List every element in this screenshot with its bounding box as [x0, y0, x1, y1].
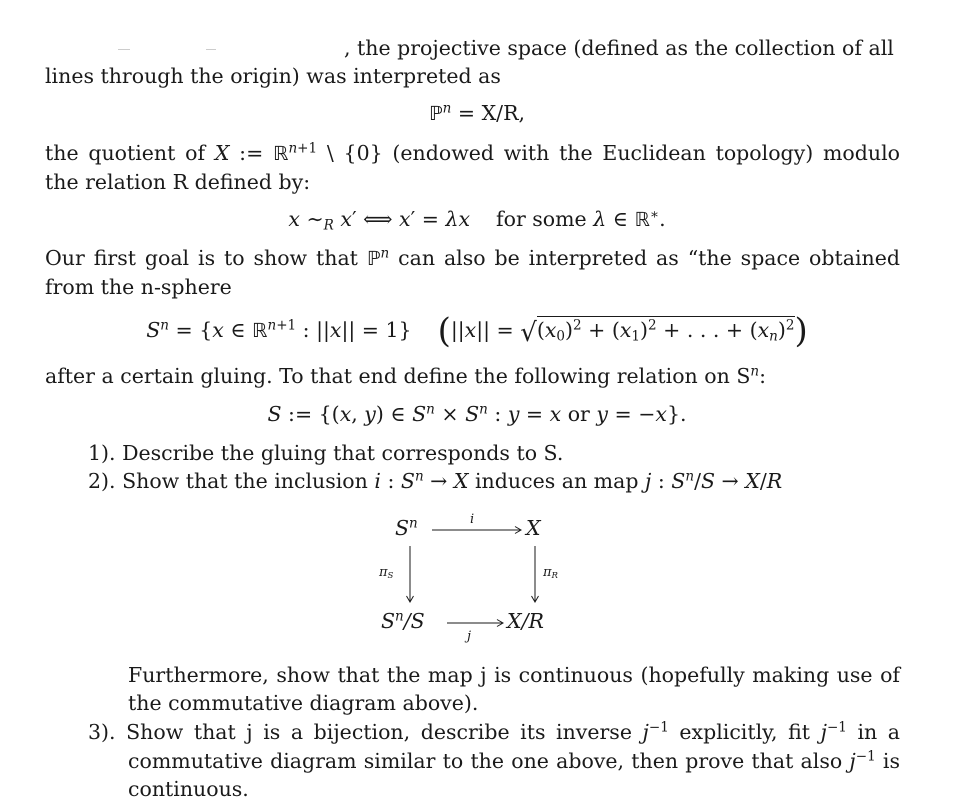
- furthermore-line-1: Furthermore, show that the map j is continuous (hopefully making use of: [128, 663, 900, 687]
- furthermore-line-2: the commutative diagram above).: [128, 691, 479, 715]
- arrow-label-j: j: [467, 629, 472, 644]
- task-2: 2). Show that the inclusion i : $S^n \to X$ induces an map j : $S^n/S \to X/R$: [88, 468, 783, 493]
- arrow-label-pi-r: $\pi_R$: [543, 565, 559, 582]
- goal-line-2: from the n-sphere: [45, 275, 232, 299]
- task-3-line-3: continuous.: [128, 777, 249, 801]
- diagram-node-x: X: [526, 516, 541, 540]
- arrow-label-pi-s: $\pi_S$: [379, 565, 394, 582]
- gluing-line: after a certain gluing. To that end define the following relation on $S^n$:: [45, 363, 767, 388]
- task-3-line-2: commutative diagram similar to the one above, then prove that also $j^{-1}$ is: [128, 748, 900, 773]
- intro-line-2: lines through the origin) was interpreted as: [45, 64, 501, 88]
- goal-line-1: Our first goal is to show that ℙ$^n$ can also be interpreted as “the space obtained: [45, 245, 900, 270]
- equation-relation-r: x $\sim_R$ x′ ⟺ x′ = λx for some λ ∈ ℝ∗.: [288, 206, 666, 234]
- arrow-label-i: i: [470, 512, 475, 527]
- task-3-line-1: 3). Show that j is a bijection, describe its inverse $j^{-1}$ explicitly, fit $j^{-1}$ in a: [88, 719, 900, 744]
- equation-sphere: $S^n = \{x$ ∈ ℝ$^{n+1}$ : ||x|| = 1} ($||x|| = √(x_0)^2 + (x_1)^2$ + . . . + $(x_n)^2$): [146, 311, 808, 351]
- task-1: 1). Describe the gluing that corresponds to S.: [88, 441, 564, 465]
- quotient-line-1: the quotient of X := ℝ$^{n+1}$ \ {0} (endowed with the Euclidean topology) modulo: [45, 140, 900, 165]
- equation-relation-s: S := {(x, y) ∈ $S^n \times S^n$ : y = x or y = −x}.: [267, 401, 687, 426]
- intro-line-1: , the projective space (defined as the collection of all: [344, 36, 894, 60]
- diagram-node-sn-mod-s: $S^n/S$: [381, 608, 425, 633]
- diagram-node-x-mod-r: X/R: [507, 609, 544, 633]
- quotient-line-2: the relation R defined by:: [45, 170, 311, 194]
- equation-pn: ℙ$^n$ = X/R,: [428, 100, 526, 125]
- diagram-node-sn: $S^n$: [395, 515, 418, 540]
